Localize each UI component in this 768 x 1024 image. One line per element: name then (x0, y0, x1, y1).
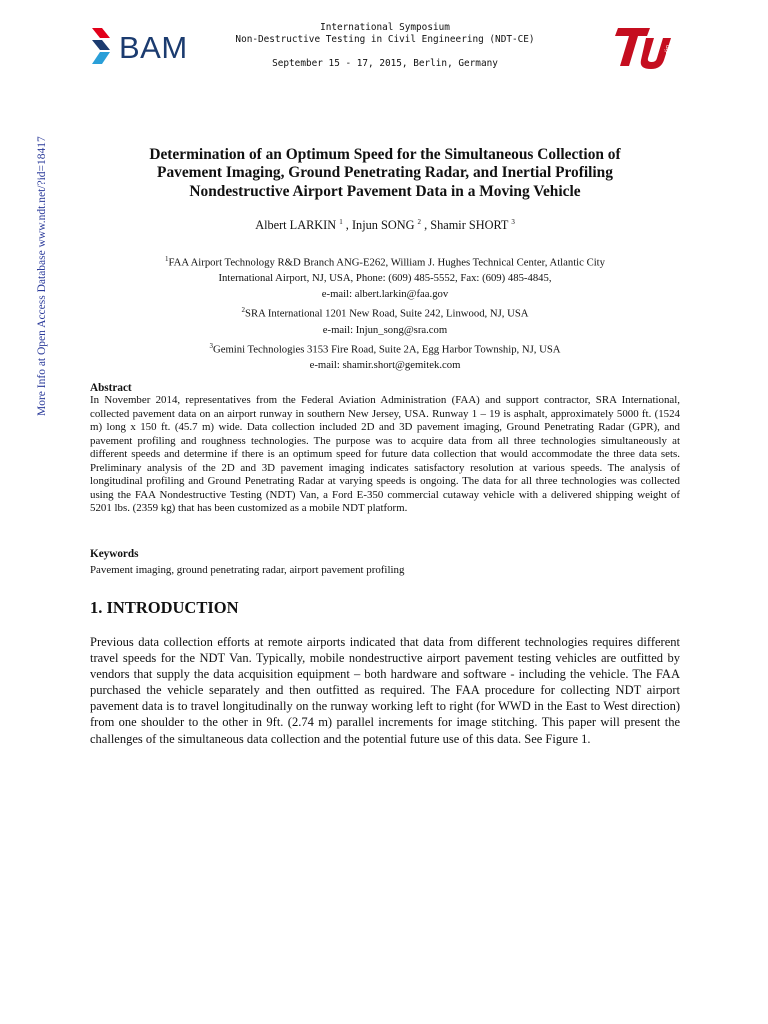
affiliation-email: e-mail: shamir.short@gemitek.com (309, 359, 461, 372)
abstract-heading: Abstract (90, 382, 132, 394)
affiliation-email: e-mail: albert.larkin@faa.gov (321, 288, 449, 301)
symposium-date: September 15 - 17, 2015, Berlin, Germany (272, 58, 498, 69)
title-line: Determination of an Optimum Speed for the Simultaneous Collection of (149, 146, 621, 163)
symposium-line-1: International Symposium (320, 22, 450, 33)
affiliation-line (90, 339, 680, 358)
keywords-heading: Keywords (90, 548, 139, 560)
affiliation-line (90, 303, 680, 322)
section-heading: 1. INTRODUCTION (90, 598, 239, 617)
aff-sup: 2 (241, 306, 245, 315)
author-sup: 2 (417, 218, 422, 226)
author-name: , Injun SONG (345, 218, 415, 233)
author-name: Albert LARKIN (255, 218, 337, 233)
abstract-body: In November 2014, representatives from the Federal Aviation Administration (FAA) and support contractor, SRA International, collected pavement data on an airport runway in southern New Jersey, USA. Runway 1 – 19 is asphalt, approximately 5000 ft. (1524 m) long x 150 ft. (45.7 m) wide. Data collection included 2D and 3D pavement imaging, Ground Penetrating Radar (GPR), and pavement profiling and roughness technologies. The purpose was to acquire data from all three technologies simultaneously at different speeds and determine if there is an optimum speed for future data collection that would accommodate the three data sets. Preliminary analysis of the 2D and 3D pavement imaging indicates satisfactory resolution at various speeds. The analysis of longitudinal profiling and Ground Penetrating Radar at varying speeds is ongoing. The data for all three technologies was collected using the FAA Nondestructive Testing (NDT) Van, a Ford E-350 commercial cutaway vehicle with a delivered shipping weight of 5201 lbs. (2359 kg) that has been customized as a mobile NDT platform. (90, 394, 680, 514)
affiliations (90, 252, 680, 374)
aff-text: Gemini Technologies 3153 Fire Road, Suite 2A, Egg Harbor Township, NJ, USA (212, 343, 561, 356)
bam-logo (90, 26, 188, 68)
tu-berlin-logo (612, 22, 678, 70)
keywords-body: Pavement imaging, ground penetrating radar, airport pavement profiling (90, 564, 405, 576)
paper-title (90, 146, 680, 201)
aff-sup: 1 (165, 255, 169, 263)
bam-chevron-icon (90, 26, 112, 68)
author-sup: 3 (511, 218, 515, 226)
title-line: Pavement Imaging, Ground Penetrating Radar, and Inertial Profiling (157, 164, 613, 182)
author-name: , Shamir SHORT (424, 218, 509, 233)
aff-sup: 3 (209, 341, 213, 350)
side-database-link[interactable]: More Info at Open Access Database www.ndt.net/?id=18417 (36, 136, 48, 416)
aff-text: FAA Airport Technology R&D Branch ANG-E262, William J. Hughes Technical Center, Atlantic City (168, 256, 605, 269)
author-sup: 1 (339, 218, 343, 226)
aff-text: SRA International 1201 New Road, Suite 242, Linwood, NJ, USA (245, 307, 529, 320)
title-line: Nondestructive Airport Pavement Data in a Moving Vehicle (189, 182, 581, 200)
svg-text:berlin: berlin (665, 44, 672, 62)
introduction-body: Previous data collection efforts at remote airports indicated that data from different technologies requires different travel speeds for the NDT Van. Typically, mobile nondestructive airport pavement testing vehicles are outfitted by vendors that supply the data acquisition equipment – both hardware and software - including the vehicle. The FAA purchased the vehicle separately and then outfitted as required. The FAA procedure for collecting NDT airport pavement data is to travel longitudinally on the runway working left to right (for WWD in the East to West direction) from one shoulder to the other in 9ft. (2.74 m) parallel increments for image stitching. This paper will present the challenges of the simultaneous data collection and the potential future use of this data. See Figure 1. (90, 635, 680, 746)
affiliation-line (90, 252, 680, 271)
affiliation-line: International Airport, NJ, USA, Phone: (609) 485-5552, Fax: (609) 485-4845, (218, 272, 552, 285)
authors (90, 218, 680, 233)
bam-logo-text: BAM (119, 29, 188, 65)
symposium-line-2: Non-Destructive Testing in Civil Engineering (NDT-CE) (235, 34, 535, 45)
affiliation-email: e-mail: Injun_song@sra.com (322, 323, 448, 336)
